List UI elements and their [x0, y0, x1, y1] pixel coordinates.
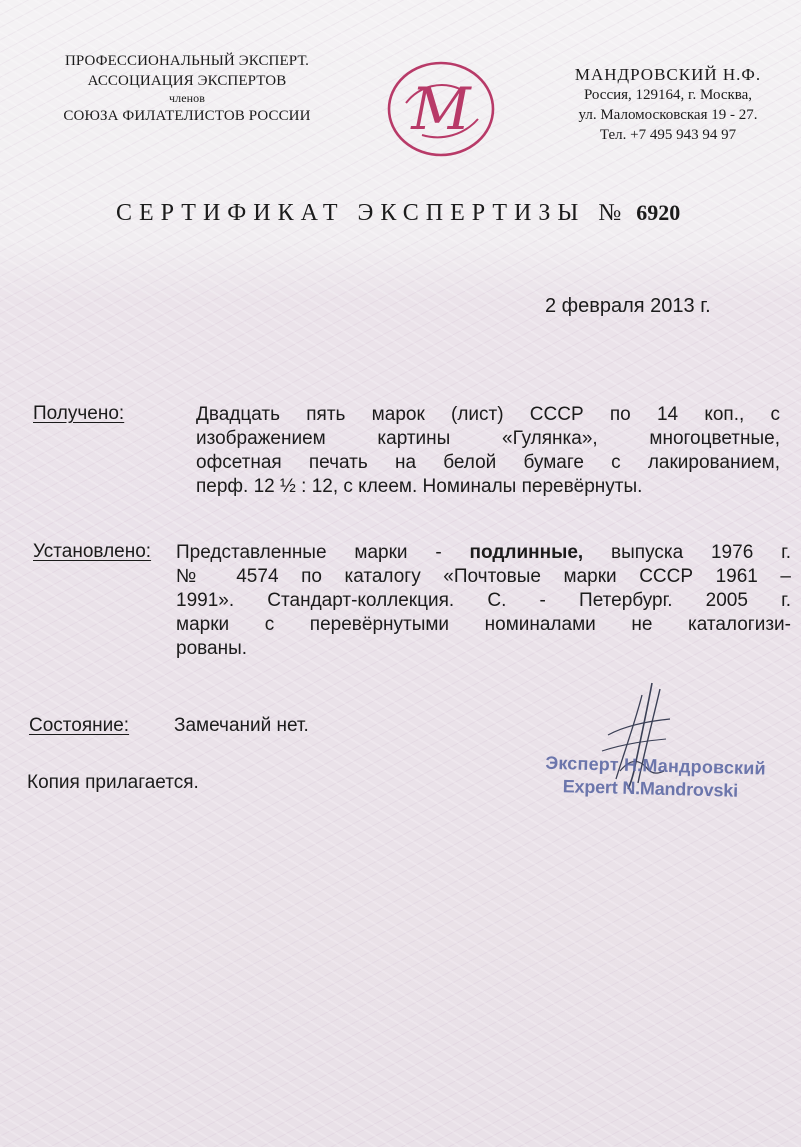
received-label: Получено:	[33, 403, 125, 424]
certificate-date: 2 февраля 2013 г.	[545, 295, 711, 317]
received-line: изображением картины «Гулянка», многоцветные,	[196, 428, 780, 449]
established-line: № 4574 по каталогу «Почтовые марки СССР 1961 –	[176, 566, 791, 587]
received-line: офсетная печать на белой бумаге с лакированием,	[196, 452, 780, 473]
association-line-2: АССОЦИАЦИЯ ЭКСПЕРТОВ	[87, 73, 287, 89]
logo-letter: М	[411, 75, 471, 143]
received-description	[196, 403, 780, 499]
authentic-verdict: подлинные,	[469, 542, 584, 563]
condition-label: Состояние:	[29, 715, 130, 736]
expert-stamp	[544, 752, 795, 805]
association-line-4: СОЮЗА ФИЛАТЕЛИСТОВ РОССИИ	[63, 108, 311, 124]
association-line-1: ПРОФЕССИОНАЛЬНЫЙ ЭКСПЕРТ.	[65, 53, 309, 69]
expert-address-line-2: ул. Маломосковская 19 - 27.	[578, 107, 758, 123]
association-line-3: членов	[168, 91, 206, 105]
stamp-line-english: Expert N.Mandrovski	[562, 776, 739, 801]
certificate-title	[116, 200, 776, 227]
monogram-logo-icon	[386, 59, 496, 159]
received-line: перф. 12 ½ : 12, с клеем. Номиналы перевёрнуты.	[196, 476, 643, 497]
expert-address-line-1: Россия, 129164, г. Москва,	[583, 87, 753, 103]
copy-note: Копия прилагается.	[27, 772, 199, 793]
certificate-number: 6920	[636, 200, 681, 225]
expert-name: МАНДРОВСКИЙ Н.Ф.	[574, 65, 762, 84]
established-label: Установлено:	[33, 541, 152, 562]
expert-phone: Тел. +7 495 943 94 97	[599, 127, 737, 143]
stamp-line-russian: Эксперт Н.Мандровский	[545, 752, 767, 779]
expert-contact-header	[548, 65, 788, 145]
established-suffix: выпуска 1976 г.	[583, 542, 791, 563]
association-header	[22, 51, 352, 126]
established-line: марки с перевёрнутыми номиналами не каталогизи-	[176, 614, 791, 635]
established-line: рованы.	[176, 638, 248, 659]
received-line: Двадцать пять марок (лист) СССР по 14 коп., с	[196, 404, 780, 425]
certificate-title-text: СЕРТИФИКАТ ЭКСПЕРТИЗЫ №	[116, 200, 629, 226]
established-line: 1991». Стандарт-коллекция. С. - Петербург. 2005 г.	[176, 590, 791, 611]
condition-value: Замечаний нет.	[174, 715, 309, 736]
established-line-1	[176, 541, 791, 565]
established-prefix: Представленные марки -	[176, 542, 470, 563]
established-description	[176, 541, 791, 661]
